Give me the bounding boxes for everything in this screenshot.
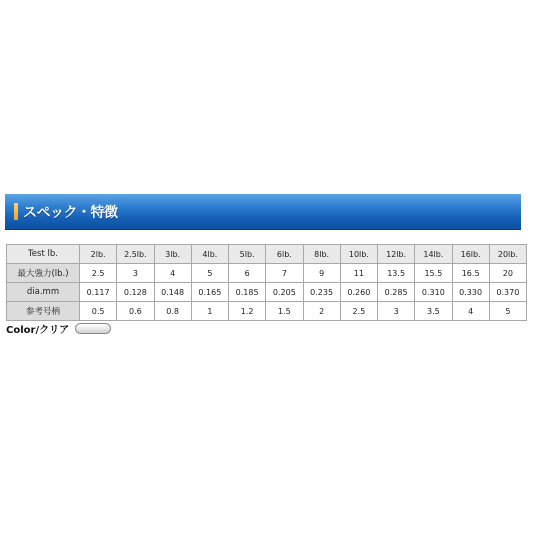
color-label: Color/クリア	[6, 324, 70, 336]
table-cell: 0.128	[117, 283, 154, 302]
row-label: 参考号柄	[7, 302, 80, 321]
table-cell: 2.5	[80, 264, 117, 283]
table-cell: 13.5	[378, 264, 415, 283]
table-cell: 0.185	[229, 283, 266, 302]
color-swatch	[75, 323, 111, 334]
row-label: dia.mm	[7, 283, 80, 302]
table-cell: 5	[489, 302, 526, 321]
table-row	[7, 302, 527, 321]
header-accent-bar	[14, 203, 18, 220]
table-cell: 0.235	[303, 283, 340, 302]
table-cell: 8lb.	[303, 245, 340, 264]
table-cell: 20	[489, 264, 526, 283]
table-cell: 0.370	[489, 283, 526, 302]
table-cell: 0.330	[452, 283, 489, 302]
table-row	[7, 283, 527, 302]
table-cell: 7	[266, 264, 303, 283]
table-row	[7, 245, 527, 264]
table-cell: 11	[340, 264, 377, 283]
table-cell: 0.117	[80, 283, 117, 302]
table-row	[7, 264, 527, 283]
table-cell: 16.5	[452, 264, 489, 283]
spec-table	[6, 244, 527, 321]
table-cell: 0.148	[154, 283, 191, 302]
table-cell: 16lb.	[452, 245, 489, 264]
table-cell: 2.5	[340, 302, 377, 321]
table-cell: 14lb.	[415, 245, 452, 264]
table-cell: 3lb.	[154, 245, 191, 264]
table-cell: 1	[191, 302, 228, 321]
table-cell: 2lb.	[80, 245, 117, 264]
table-cell: 9	[303, 264, 340, 283]
table-cell: 5lb.	[229, 245, 266, 264]
table-cell: 1.5	[266, 302, 303, 321]
table-cell: 4	[452, 302, 489, 321]
table-cell: 20lb.	[489, 245, 526, 264]
table-cell: 4lb.	[191, 245, 228, 264]
table-cell: 0.205	[266, 283, 303, 302]
table-cell: 0.285	[378, 283, 415, 302]
section-title: スペック・特徴	[23, 205, 118, 221]
table-cell: 0.5	[80, 302, 117, 321]
table-cell: 2	[303, 302, 340, 321]
table-cell: 0.260	[340, 283, 377, 302]
table-cell: 12lb.	[378, 245, 415, 264]
table-cell: 3	[378, 302, 415, 321]
table-cell: 3.5	[415, 302, 452, 321]
table-cell: 6lb.	[266, 245, 303, 264]
row-label: 最大強力(lb.)	[7, 264, 80, 283]
table-cell: 6	[229, 264, 266, 283]
spec-section-header	[5, 194, 521, 230]
table-cell: 0.310	[415, 283, 452, 302]
table-cell: 15.5	[415, 264, 452, 283]
table-cell: 0.6	[117, 302, 154, 321]
table-cell: 0.165	[191, 283, 228, 302]
row-label: Test lb.	[7, 245, 80, 264]
table-cell: 3	[117, 264, 154, 283]
table-cell: 0.8	[154, 302, 191, 321]
table-cell: 10lb.	[340, 245, 377, 264]
table-cell: 1.2	[229, 302, 266, 321]
table-cell: 4	[154, 264, 191, 283]
color-row	[6, 320, 111, 336]
table-cell: 5	[191, 264, 228, 283]
table-cell: 2.5lb.	[117, 245, 154, 264]
